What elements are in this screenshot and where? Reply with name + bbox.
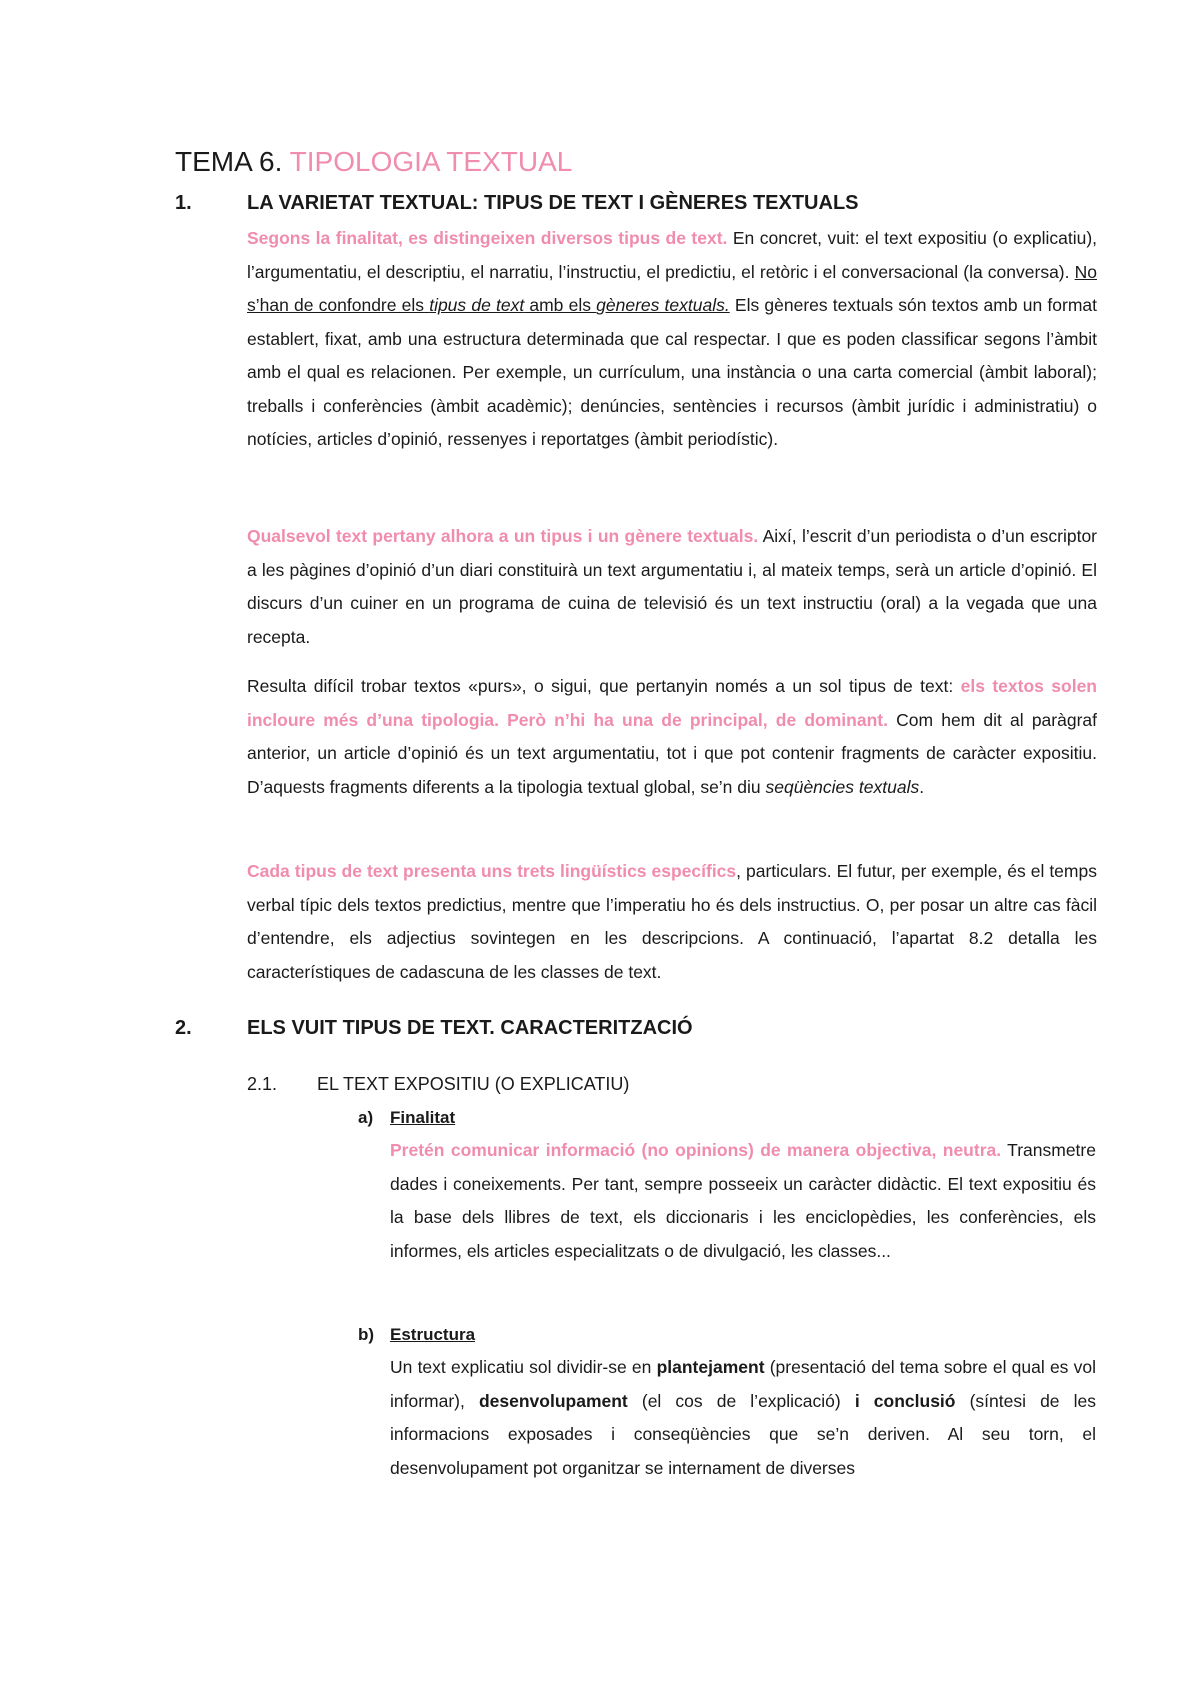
item-label: a) xyxy=(358,1108,374,1127)
paragraph-purpose xyxy=(390,1134,1096,1268)
underlined-text: No s’han de confondre els xyxy=(247,261,1097,315)
underlined-italic-text: tipus de text xyxy=(429,295,525,315)
subsection-number: 2.1. xyxy=(247,1074,278,1094)
highlight-text: Qualsevol text pertany alhora a un tipus i un gènere textuals. xyxy=(247,526,759,546)
underlined-text: amb els xyxy=(524,295,597,315)
body-text: Els gèneres textuals són textos amb un format establert, fixat, amb una estructura determinada que cal respectar. I que es poden classificar segons l’àmbit amb el qual es relacionen. Per exemple, un currículum, una instància o una carta comercial (àmbit laboral); treballs i conferències (àmbit acadèmic); denúncies, sentències i recursos (àmbit jurídic i administratiu) o notícies, articles d’opinió, ressenyes i reportatges (àmbit periodístic). xyxy=(247,295,1097,449)
title-prefix: TEMA 6. xyxy=(175,146,283,177)
subsection-2-1-heading xyxy=(247,1072,630,1096)
body-text: (presentació del tema sobre el qual es vol informar), xyxy=(390,1357,1097,1411)
highlight-text: Cada tipus de text presenta uns trets lingüístics específics xyxy=(247,861,737,881)
highlight-text: els textos solen incloure més d’una tipologia. Però n’hi ha una de principal, de dominant. xyxy=(247,676,1097,730)
bold-term: desenvolupament xyxy=(478,1390,628,1411)
section-title: ELS VUIT TIPUS DE TEXT. CARACTERITZACIÓ xyxy=(247,1017,693,1039)
section-number: 2. xyxy=(175,1017,192,1039)
item-title: Finalitat xyxy=(390,1108,456,1127)
underlined-italic-text: gèneres textuals. xyxy=(596,295,730,315)
title-main: TIPOLOGIA TEXTUAL xyxy=(289,146,573,177)
item-title: Estructura xyxy=(390,1325,476,1344)
paragraph-structure xyxy=(390,1351,1096,1485)
body-text: Resulta difícil trobar textos «purs», o sigui, que pertanyin només a un sol tipus de text: xyxy=(247,676,961,696)
section-title: LA VARIETAT TEXTUAL: TIPUS DE TEXT I GÈNERES TEXTUALS xyxy=(247,192,859,214)
body-text: Com hem dit al paràgraf anterior, un article d’opinió és un text argumentatiu, tot i que pot contenir fragments de caràcter expositiu. D’aquests fragments diferents a la tipologia textual global, se’n diu xyxy=(247,709,1097,797)
document-title xyxy=(175,145,572,179)
bold-term: i conclusió xyxy=(854,1390,956,1411)
body-text: Així, l’escrit d’un periodista o d’un escriptor a les pàgines d’opinió d’un diari constituirà un text argumentatiu i, al mateix temps, serà un article d’opinió. El discurs d’un cuiner en un programa de cuina de televisió és un text instructiu (oral) a la vegada que una recepta. xyxy=(247,526,1098,647)
body-text: Un text explicatiu sol dividir-se en xyxy=(390,1357,657,1377)
paragraph-types-and-genres xyxy=(247,222,1097,457)
body-text: (el cos de l’explicació) xyxy=(627,1390,855,1411)
highlight-text: Segons la finalitat, es distingeixen diversos tipus de text. xyxy=(247,228,728,248)
body-text: (síntesi de les informacions exposades i conseqüències que se’n deriven. Al seu torn, el desenvolupament pot organitzar se internament de diverses xyxy=(390,1390,1097,1478)
highlight-text: Pretén comunicar informació (no opinions) de manera objectiva, neutra. xyxy=(390,1140,1002,1160)
paragraph-linguistic-features xyxy=(247,855,1097,989)
subsection-title: EL TEXT EXPOSITIU (O EXPLICATIU) xyxy=(317,1074,630,1094)
body-text: . xyxy=(919,776,925,797)
section-number: 1. xyxy=(175,192,192,214)
paragraph-type-and-genre xyxy=(247,520,1097,654)
body-text: , particulars. El futur, per exemple, és el temps verbal típic dels textos predictius, mentre que l’imperatiu ho és dels instructius. O, per posar un altre cas fàcil d’entendre, els adjectius sovintegen en les descripcions. A continuació, l’apartat 8.2 detalla les característiques de cadascuna de les classes de text. xyxy=(247,861,1097,982)
item-b-heading xyxy=(358,1323,476,1347)
item-label: b) xyxy=(358,1325,375,1344)
body-text: En concret, vuit: el text expositiu (o explicatiu), l’argumentatiu, el descriptiu, el narratiu, l’instructiu, el predictiu, el retòric i el conversacional (la conversa). xyxy=(247,228,1098,282)
body-text: Transmetre dades i coneixements. Per tant, sempre posseeix un caràcter didàctic. El text expositiu és la base dels llibres de text, els diccionaris i les enciclopèdies, les conferències, els informes, els articles especialitzats o de divulgació, les classes... xyxy=(390,1140,1096,1261)
italic-term: seqüències textuals xyxy=(765,776,920,797)
item-a-heading xyxy=(358,1106,456,1130)
bold-term: plantejament xyxy=(656,1357,765,1377)
paragraph-textual-sequences xyxy=(247,670,1097,804)
